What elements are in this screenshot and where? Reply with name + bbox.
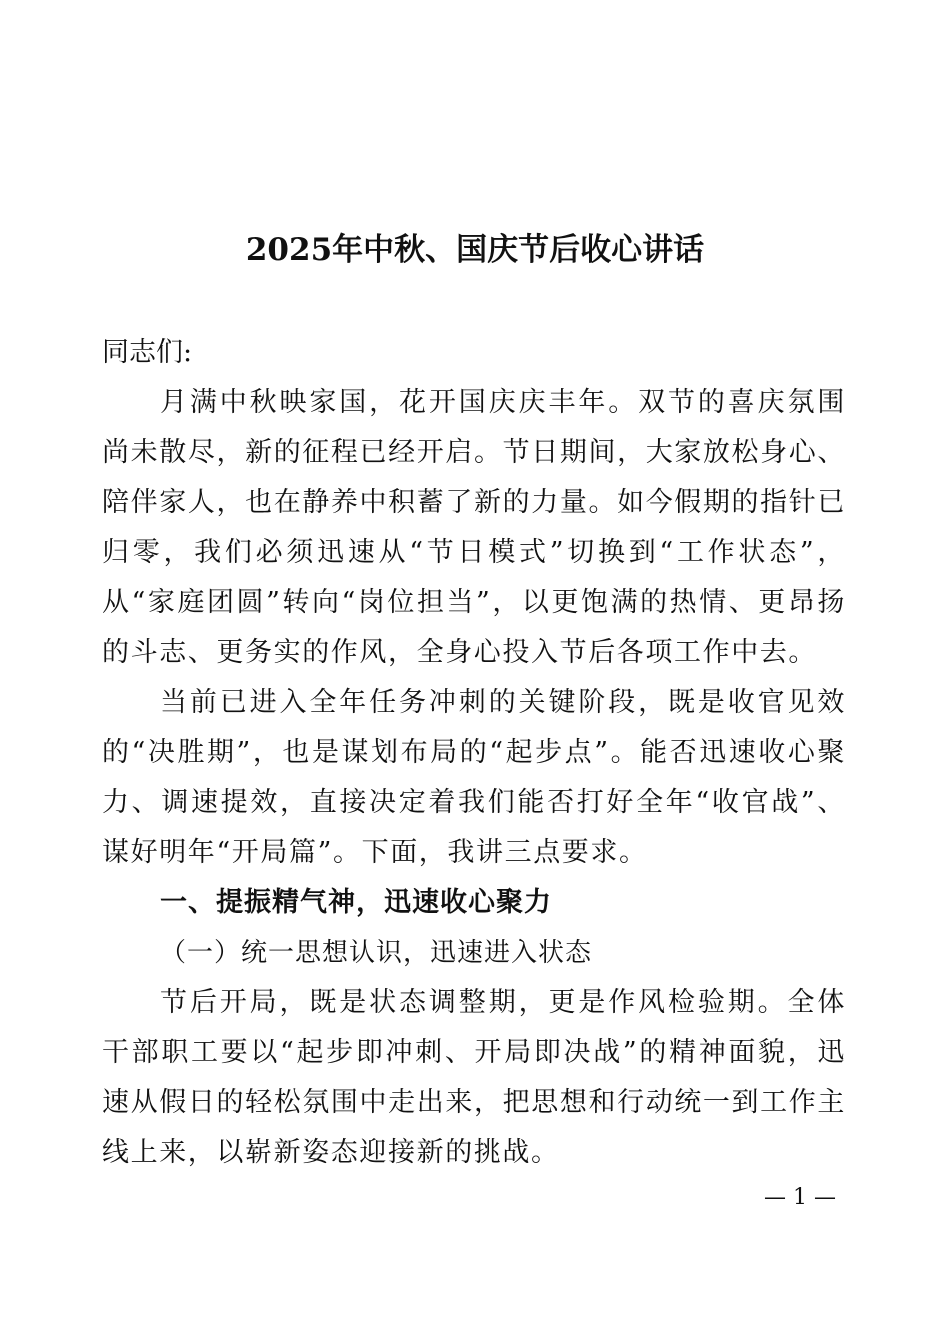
paragraph-subsection: 节后开局，既是状态调整期，更是作风检验期。全体干部职工要以“起步即冲刺、开局即决战”的精神面貌，迅速从假日的轻松氛围中走出来，把思想和行动统一到工作主线上来，以崭新姿态迎接新的挑战。 [102,987,846,1168]
page-number: — 1 — [764,1185,836,1210]
paragraph-context: 当前已进入全年任务冲刺的关键阶段，既是收官见效的“决胜期”，也是谋划布局的“起步点”。能否迅速收心聚力、调速提效，直接决定着我们能否打好全年“收官战”、谋好明年“开局篇”。下面，我讲三点要求。 [102,687,846,868]
subsection-heading: （一）统一思想认识，迅速进入状态 [160,938,593,968]
document-body [102,328,846,1178]
paragraph-intro: 月满中秋映家国，花开国庆庆丰年。双节的喜庆氛围尚未散尽，新的征程已经开启。节日期间，大家放松身心、陪伴家人，也在静养中积蓄了新的力量。如今假期的指针已归零，我们必须迅速从“节日模式”切换到“工作状态”，从“家庭团圆”转向“岗位担当”，以更饱满的热情、更昂扬的斗志、更务实的作风，全身心投入节后各项工作中去。 [102,387,846,668]
salutation: 同志们: [102,337,193,368]
document-title: 2025年中秋、国庆节后收心讲话 [245,232,705,268]
section-heading: 一、提振精气神，迅速收心聚力 [160,887,552,918]
